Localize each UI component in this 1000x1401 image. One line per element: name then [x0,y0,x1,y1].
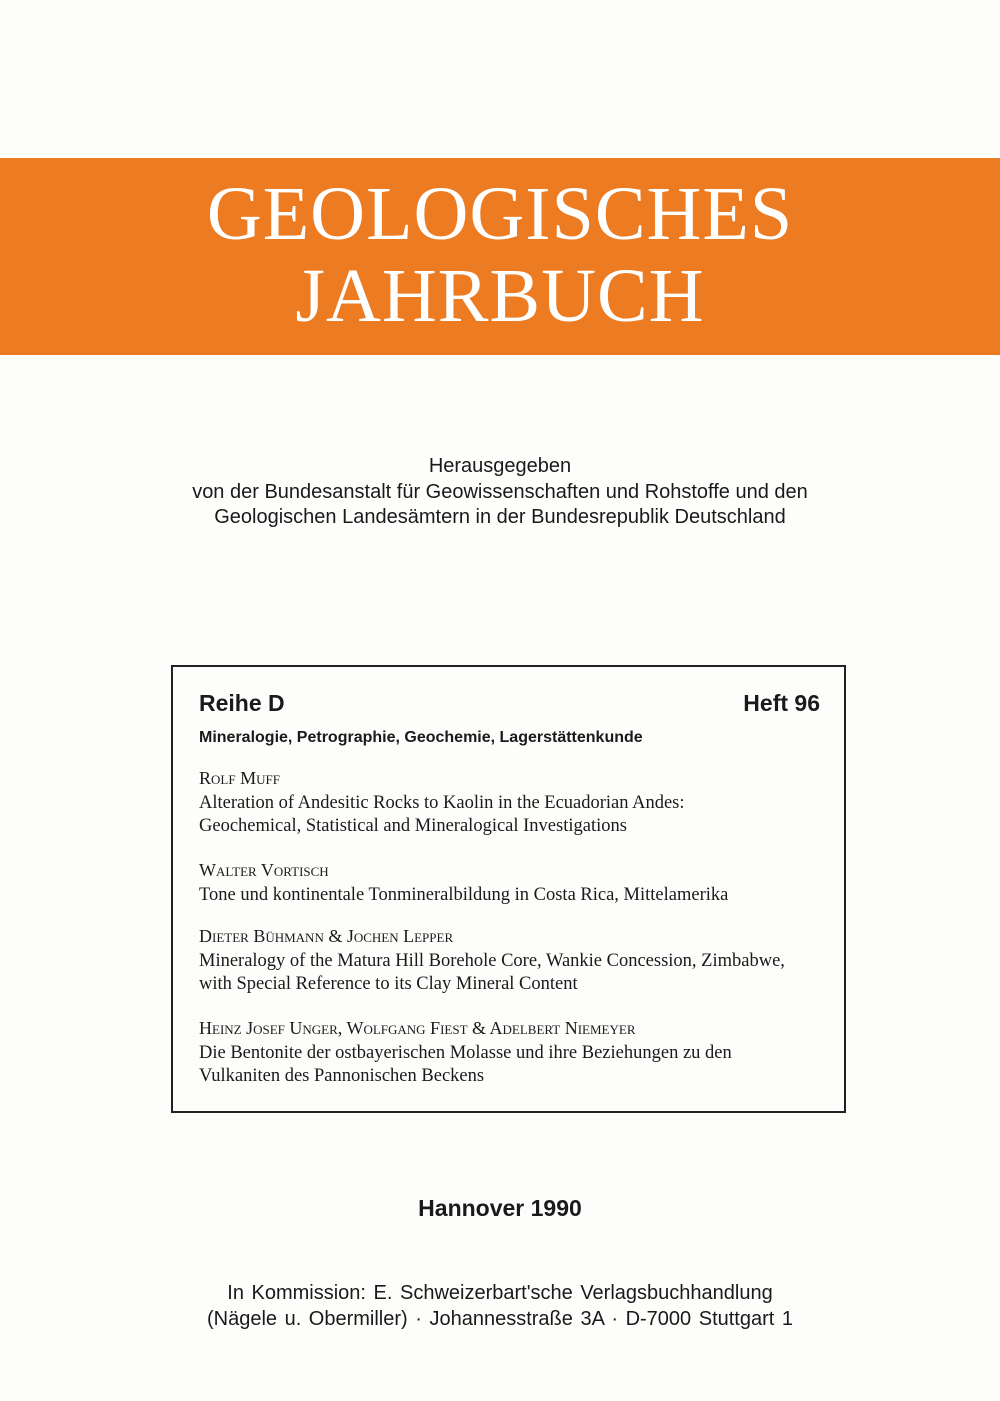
subject-line: Mineralogie, Petrographie, Geochemie, Lagerstättenkunde [199,729,643,746]
entry-authors: Heinz Josef Unger, Wolfgang Fiest & Adelbert Niemeyer [199,1018,636,1038]
contents-entry [199,767,829,838]
entry-title [199,950,829,996]
publisher-line-2: von der Bundesanstalt für Geowissenschaften und Rohstoffe und den [192,481,808,503]
entry-title-line: Geochemical, Statistical and Mineralogical Investigations [199,816,627,836]
entry-authors: Rolf Muff [199,768,280,788]
journal-title-line-1: GEOLOGISCHES [206,172,794,256]
entry-title-line: Mineralogy of the Matura Hill Borehole Core, Wankie Concession, Zimbabwe, [199,951,785,971]
entry-title-line: Tone und kontinentale Tonmineralbildung in Costa Rica, Mittelamerika [199,885,729,905]
journal-title-line-2: JAHRBUCH [295,254,705,338]
series-label: Reihe D [199,690,285,716]
entry-title [199,792,829,838]
publisher-line-3: Geologischen Landesämtern in der Bundesrepublik Deutschland [214,506,786,528]
entry-title [199,1042,829,1088]
entry-title-line: Vulkaniten des Pannonischen Beckens [199,1066,485,1086]
entry-title [199,884,829,907]
entry-title-line: with Special Reference to its Clay Mineral Content [199,974,578,994]
entry-authors: Dieter Bühmann & Jochen Lepper [199,926,454,946]
place-year: Hannover 1990 [418,1195,582,1221]
issue-label: Heft 96 [743,690,820,716]
contents-box [171,665,846,1113]
contents-entry [199,925,829,996]
contents-entry [199,1017,829,1088]
contents-entry [199,859,829,907]
commission-line-2: (Nägele u. Obermiller) · Johannesstraße 3A · D-7000 Stuttgart 1 [206,1308,794,1330]
entry-title-line: Alteration of Andesitic Rocks to Kaolin in the Ecuadorian Andes: [199,793,685,813]
commission-line-1: In Kommission: E. Schweizerbart'sche Verlagsbuchhandlung [227,1282,773,1304]
publisher-line-1: Herausgegeben [428,455,572,477]
entry-title-line: Die Bentonite der ostbayerischen Molasse und ihre Beziehungen zu den [199,1043,732,1063]
entry-authors: Walter Vortisch [199,860,329,880]
